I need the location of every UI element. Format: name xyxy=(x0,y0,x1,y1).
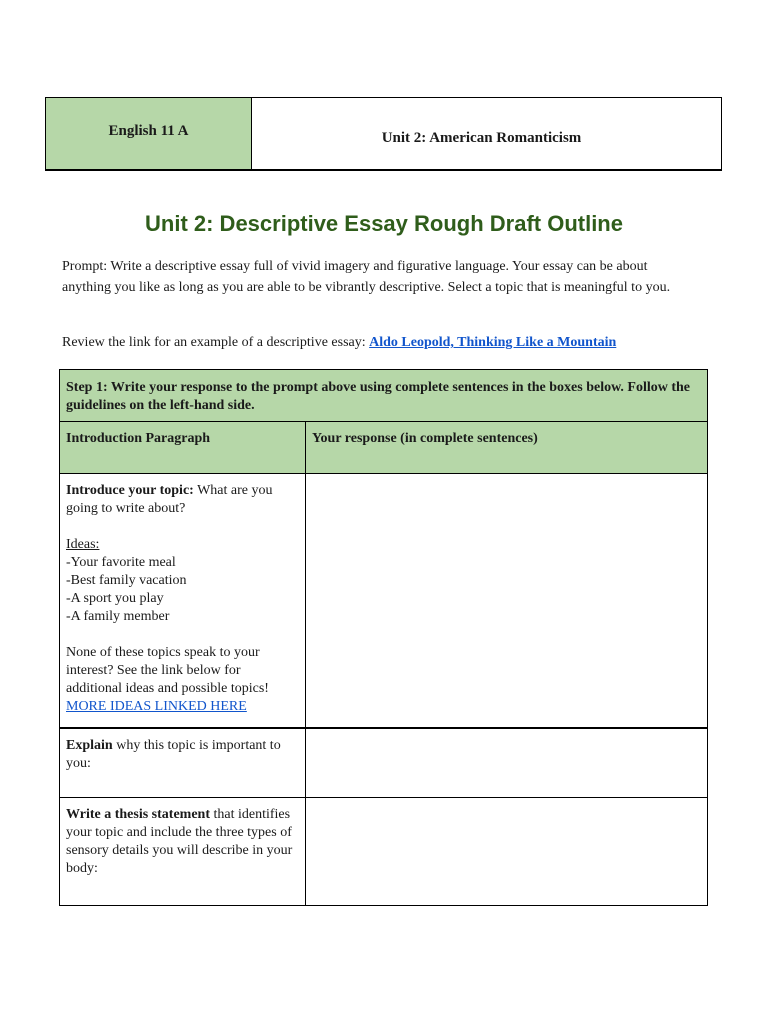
document-title: Unit 2: Descriptive Essay Rough Draft Outline xyxy=(145,211,623,236)
intro-topic-bold: Introduce your topic: xyxy=(66,483,194,498)
intro-topic-row xyxy=(60,474,708,728)
thesis-guidelines xyxy=(60,798,306,906)
course-cell: English 11 A xyxy=(46,98,252,169)
explain-bold: Explain xyxy=(66,737,113,753)
review-text: Review the link for an example of a descriptive essay: xyxy=(62,335,370,350)
outline-table xyxy=(59,369,708,906)
example-essay-link[interactable]: Aldo Leopold, Thinking Like a Mountain xyxy=(369,335,617,350)
column-header-row xyxy=(60,422,708,474)
header-table xyxy=(45,97,722,171)
thesis-row xyxy=(60,798,708,906)
review-line xyxy=(62,333,702,353)
intro-topic-guidelines xyxy=(60,474,306,728)
intro-paragraph-header: Introduction Paragraph xyxy=(60,422,306,474)
idea-item: -Your favorite meal xyxy=(66,555,176,570)
explain-guidelines xyxy=(60,728,306,798)
explain-row xyxy=(60,728,708,798)
intro-topic-rest: What are you going to write about? xyxy=(66,483,273,516)
idea-item: -A sport you play xyxy=(66,591,164,606)
step-instructions: Step 1: Write your response to the prompt above using complete sentences in the boxes below. Follow the guidelines on the left-hand side. xyxy=(60,370,708,422)
explain-rest: why this topic is important to you: xyxy=(66,737,281,771)
intro-topic-response[interactable] xyxy=(306,474,708,728)
idea-item: -Best family vacation xyxy=(66,573,187,588)
step-row xyxy=(60,370,708,422)
ideas-label: Ideas: xyxy=(66,537,100,552)
more-ideas-link[interactable]: MORE IDEAS LINKED HERE xyxy=(66,699,247,714)
thesis-rest: that identifies your topic and include the three types of sensory details you will describe in your body: xyxy=(66,807,293,876)
idea-item: -A family member xyxy=(66,609,170,624)
prompt-text: Prompt: Write a descriptive essay full of vivid imagery and figurative language. Your essay can be about anything you like as long as you are able to be vibrantly descriptive. Select a topic that is meaningful to you. xyxy=(62,259,671,295)
response-header: Your response (in complete sentences) xyxy=(306,422,708,474)
none-of-these-text: None of these topics speak to your interest? See the link below for additional ideas and possible topics! xyxy=(66,645,269,696)
thesis-response[interactable] xyxy=(306,798,708,906)
thesis-bold: Write a thesis statement xyxy=(66,807,210,822)
explain-response[interactable] xyxy=(306,728,708,798)
unit-cell: Unit 2: American Romanticism xyxy=(381,130,582,146)
